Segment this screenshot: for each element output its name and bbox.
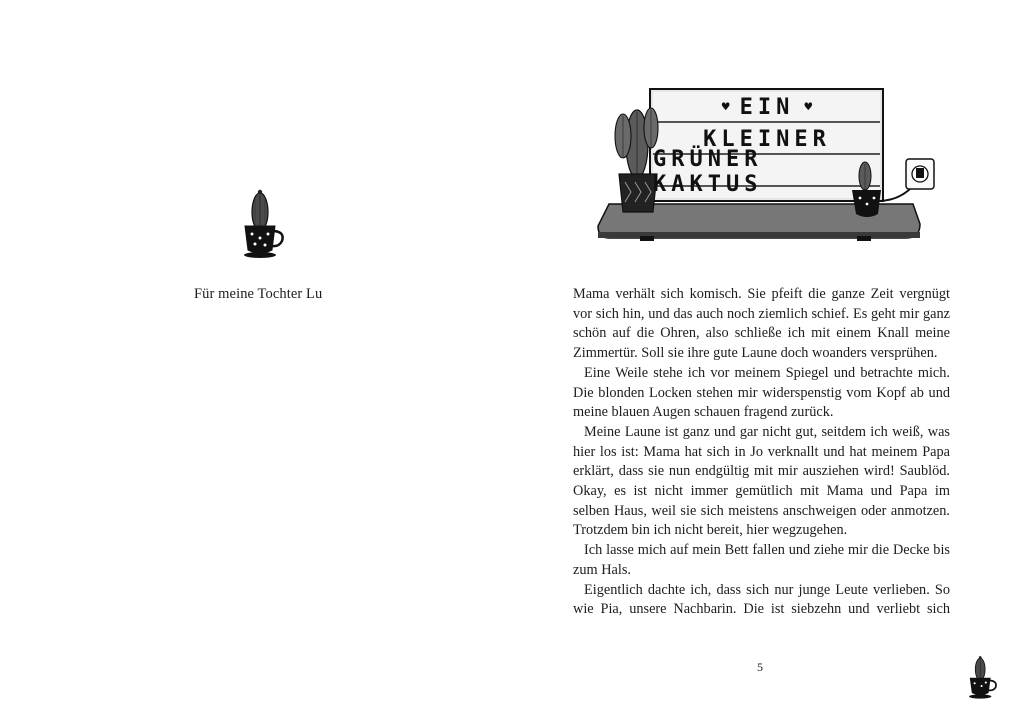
heart-icon: ♥ (721, 100, 730, 115)
paragraph: Eine Weile stehe ich vor meinem Spiegel und betrachte mich. Die blonden Locken stehen mir widerspenstig vom Kopf ab und meine blauen Augen schauen fragend zurück. (573, 364, 950, 421)
chapter-text (573, 285, 950, 620)
page-number: 5 (757, 660, 763, 674)
paragraph: Ich lasse mich auf mein Bett fallen und ziehe mir die Decke bis zum Hals. (573, 542, 950, 578)
title-word-ein: EIN (739, 95, 795, 120)
paragraph: Meine Laune ist ganz und gar nicht gut, seitdem ich weiß, was hier los ist: Mama hat sich in Jo verknallt und hat meinem Papa erklärt, dass sie nun endgültig mit mir ausziehen wird! Saublöd. Okay, es ist nicht immer gemütlich mit Mama und Papa im selben Haus, weil sie sich meistens anschweigen oder anmotzen. Trotzdem bin ich nicht bereit, hier wegzugehen. (573, 423, 950, 539)
title-line-3: GRÜNER KAKTUS (653, 146, 763, 197)
paragraph: Mama verhält sich komisch. Sie pfeift die ganze Zeit vergnügt vor sich hin, und das auch noch ziemlich schief. Es geht mir ganz schön auf die Ohren, also schließe ich mit einem Knall meine Zimmertür. Soll sie ihre gute Laune doch woanders versprühen. (573, 286, 950, 362)
heart-icon: ♥ (804, 100, 813, 115)
lightbox-title (653, 92, 881, 197)
paragraph: Eigentlich dachte ich, dass sich nur junge Leute verlieben. So wie Pia, unsere Nachbarin. Die ist siebzehn und verliebt sich (573, 581, 950, 618)
title-line-1 (653, 94, 881, 121)
corner-cactus-cup-icon (966, 654, 1000, 700)
dedication: Für meine Tochter Lu (194, 286, 323, 302)
cactus-cup-icon (240, 186, 288, 262)
title-line-2: KLEINER (703, 127, 831, 152)
